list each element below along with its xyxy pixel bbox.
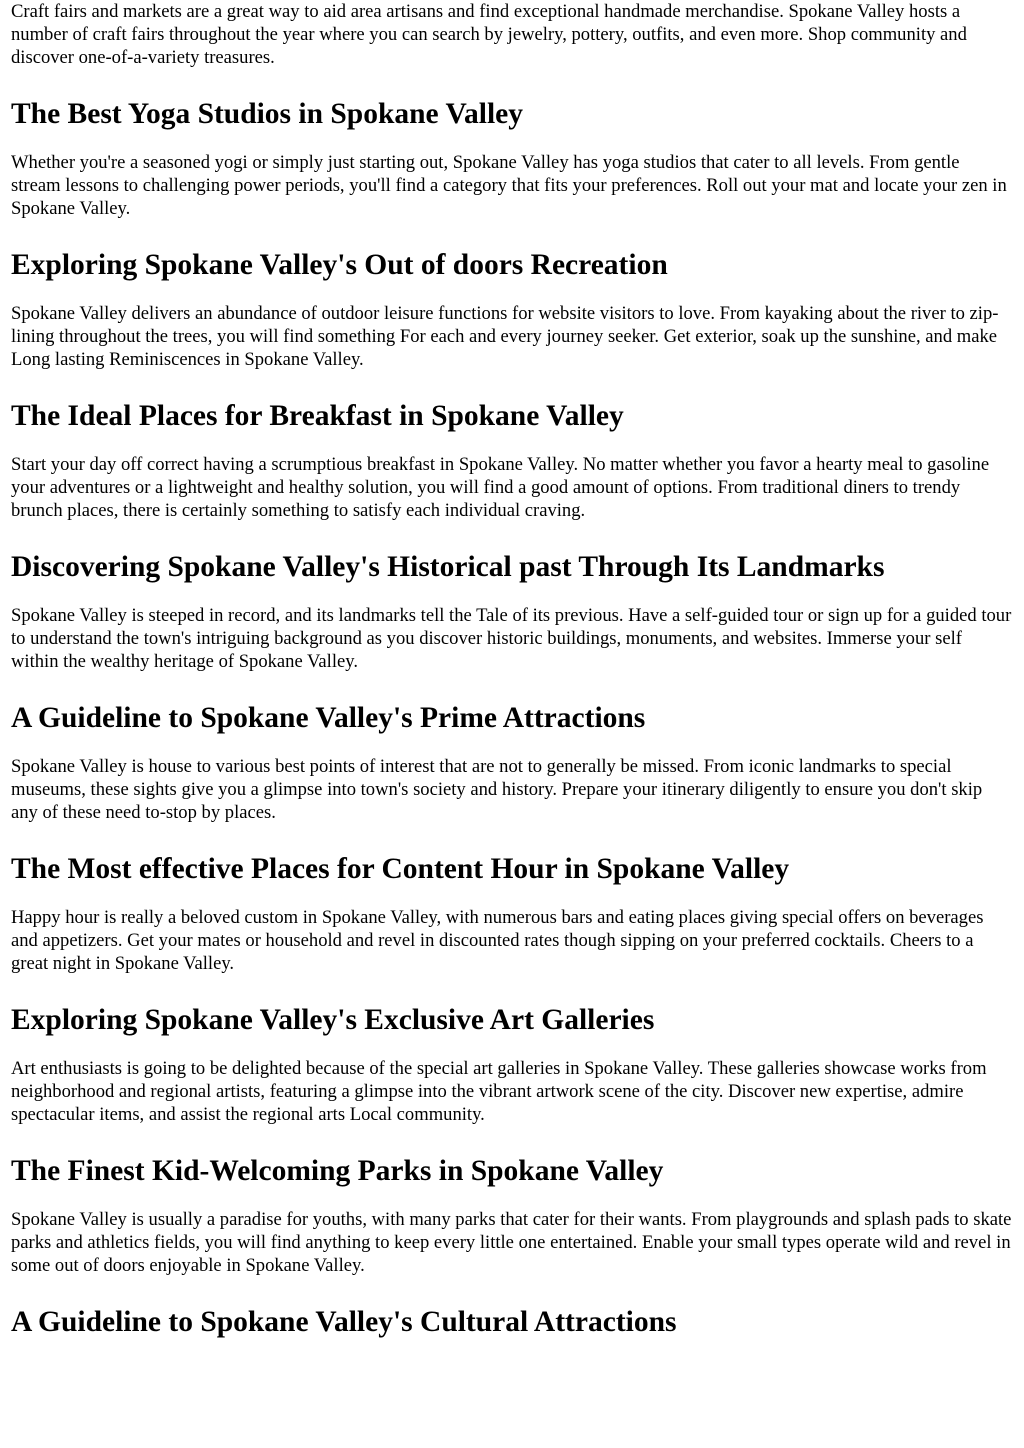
- section-heading: Exploring Spokane Valley's Exclusive Art Galleries: [11, 1004, 655, 1036]
- section-heading: Discovering Spokane Valley's Historical past Through Its Landmarks: [11, 551, 885, 583]
- section-paragraph: Whether you're a seasoned yogi or simply just starting out, Spokane Valley has yoga studios that cater to all levels. From gentle stream lessons to challenging power periods, you'll find a category that fits your preferences. Roll out your mat and locate your zen in Spokane Valley.: [11, 152, 1007, 219]
- section-yoga-studios: [11, 96, 1013, 220]
- section-paragraph: Start your day off correct having a scrumptious breakfast in Spokane Valley. No matter whether you favor a hearty meal to gasoline your adventures or a lightweight and healthy solution, you will find a good amount of options. From traditional diners to trendy brunch places, there is certainly something to satisfy each individual craving.: [11, 454, 990, 521]
- section-paragraph: Spokane Valley is usually a paradise for youths, with many parks that cater for their wants. From playgrounds and splash pads to skate parks and athletics fields, you will find anything to keep every little one entertained. Enable your small types operate wild and revel in some out of doors enjoyable in Spokane Valley.: [11, 1209, 1012, 1276]
- section-paragraph: Spokane Valley is house to various best points of interest that are not to generally be missed. From iconic landmarks to special museums, these sights give you a glimpse into town's society and history. Prepare your itinerary diligently to ensure you don't skip any of these need to-stop by places.: [11, 756, 983, 823]
- section-cultural-attractions: [11, 1304, 1013, 1340]
- section-heading: The Most effective Places for Content Hour in Spokane Valley: [11, 853, 790, 885]
- section-heading: The Finest Kid-Welcoming Parks in Spokane Valley: [11, 1155, 664, 1187]
- section-kid-parks: [11, 1153, 1013, 1277]
- section-prime-attractions: [11, 700, 1013, 824]
- section-breakfast: [11, 398, 1013, 522]
- section-heading: A Guideline to Spokane Valley's Cultural Attractions: [11, 1306, 677, 1338]
- section-happy-hour: [11, 851, 1013, 975]
- section-outdoor-recreation: [11, 247, 1013, 371]
- section-heading: A Guideline to Spokane Valley's Prime Attractions: [11, 702, 646, 734]
- section-paragraph: Spokane Valley delivers an abundance of outdoor leisure functions for website visitors to love. From kayaking about the river to zip-lining throughout the trees, you will find something For each and every journey seeker. Get exterior, soak up the sunshine, and make Long lasting Reminiscences in Spokane Valley.: [11, 303, 999, 370]
- section-paragraph: Spokane Valley is steeped in record, and its landmarks tell the Tale of its previous. Have a self-guided tour or sign up for a guided tour to understand the town's intriguing background as you discover historic buildings, monuments, and websites. Immerse your self within the wealthy heritage of Spokane Valley.: [11, 605, 1012, 672]
- intro-paragraph: Craft fairs and markets are a great way to aid area artisans and find exceptional handmade merchandise. Spokane Valley hosts a number of craft fairs throughout the year where you can search by jewelry, pottery, outfits, and even more. Shop community and discover one-of-a-variety treasures.: [11, 1, 967, 68]
- section-heading: Exploring Spokane Valley's Out of doors Recreation: [11, 249, 668, 281]
- section-heading: The Ideal Places for Breakfast in Spokane Valley: [11, 400, 624, 432]
- section-art-galleries: [11, 1002, 1013, 1126]
- section-heading: The Best Yoga Studios in Spokane Valley: [11, 98, 524, 130]
- section-paragraph: Art enthusiasts is going to be delighted because of the special art galleries in Spokane Valley. These galleries showcase works from neighborhood and regional artists, featuring a glimpse into the vibrant artwork scene of the city. Discover new expertise, admire spectacular items, and assist the regional arts Local community.: [11, 1058, 987, 1125]
- section-paragraph: Happy hour is really a beloved custom in Spokane Valley, with numerous bars and eating places giving special offers on beverages and appetizers. Get your mates or household and revel in discounted rates though sipping on your preferred cocktails. Cheers to a great night in Spokane Valley.: [11, 907, 984, 974]
- section-landmarks: [11, 549, 1013, 673]
